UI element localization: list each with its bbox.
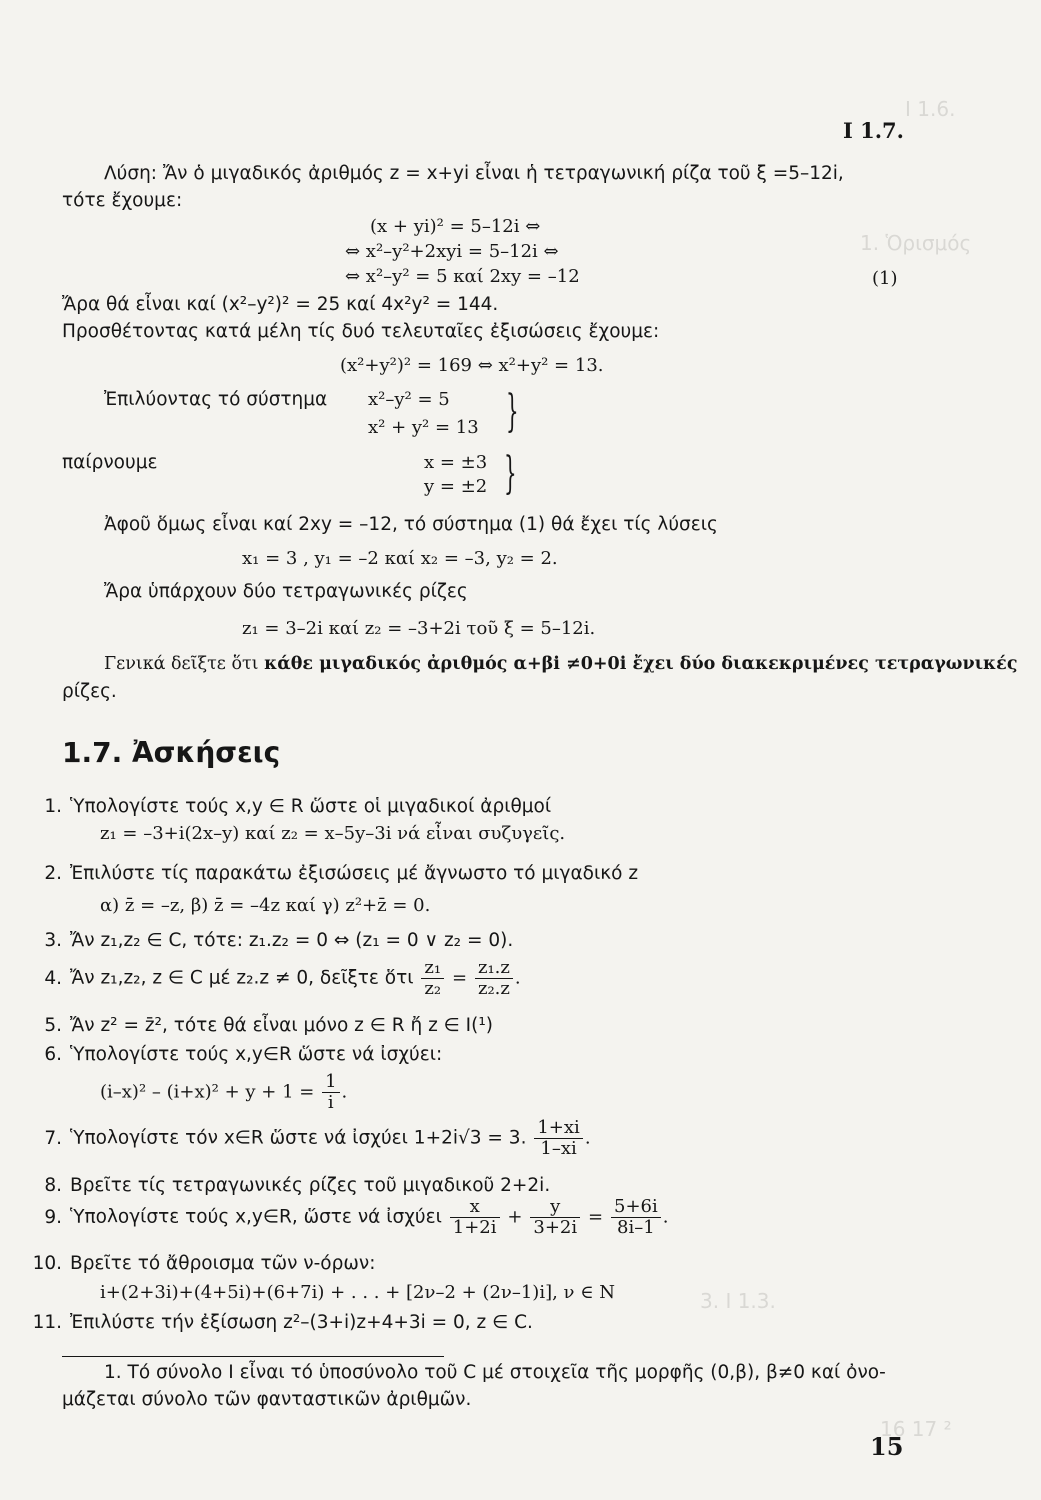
adding-line: Προσθέτοντας κατά μέλη τίς δυό τελευταῖες ἐξισώσεις ἔχουμε: xyxy=(62,321,660,342)
exercise-text: Βρεῖτε τό ἄθροισμα τῶν ν-όρων: xyxy=(70,1253,376,1274)
solution-intro-line2: τότε ἔχουμε: xyxy=(62,190,183,211)
exercise-9: 9. Ὑπολογίστε τούς x,y∈R, ὥστε νά ἰσχύει $\frac{x}{1+2i}$ + $\frac{y}{3+2i}$ = $\frac{5+6i}{8i-1}$ . xyxy=(32,1197,669,1238)
exercise-number: 2. xyxy=(44,863,62,884)
exercise-number: 3. xyxy=(44,930,62,951)
exercise-3 xyxy=(32,930,513,952)
exercise-number: 9. xyxy=(44,1206,62,1228)
exercise-text: Ἄν z₁,z₂, z ∈ C μέ z₂.z ≠ 0, δεῖξτε ὅτι xyxy=(70,967,414,989)
exercise-text: Ἄν z₁,z₂ ∈ C, τότε: z₁.z₂ = 0 ⇔ (z₁ = 0 ∨ z₂ = 0). xyxy=(70,930,514,951)
general-statement-bold: κάθε μιγαδικός ἀριθμός α+βi ≠0+0i ἔχει δύο διακεκριμένες τετραγωνικές xyxy=(264,654,1018,674)
equation-2: ⇔ x²–y²+2xyi = 5–12i ⇔ xyxy=(345,241,559,262)
general-statement xyxy=(104,653,1017,675)
fraction: $\frac{1}{i}$ xyxy=(322,1072,339,1113)
exercise-6-line2: (i–x)² – (i+x)² + y + 1 = $\frac{1}{i}$ . xyxy=(100,1071,348,1113)
page-number: 15 xyxy=(870,1432,904,1461)
exercise-4: 4. Ἄν z₁,z₂, z ∈ C μέ z₂.z ≠ 0, δεῖξτε ὅτι $\frac{\text{z₁}}{\text{z₂}}$ = $\frac{\text{z₁.z}}{\text{z₂.z}}$ . xyxy=(32,958,521,999)
fraction: $\frac{5+6i}{8i-1}$ xyxy=(611,1197,661,1238)
exercise-6 xyxy=(32,1044,442,1066)
fraction: $\frac{1+xi}{1-xi}$ xyxy=(534,1118,582,1159)
exercise-text: Ἄν z² = z̄², τότε θά εἶναι μόνο z ∈ R ἤ z ∈ I(¹) xyxy=(70,1015,493,1036)
bleed-through-text: 1. Ὁρισμός xyxy=(860,231,972,255)
solutions-line: x₁ = 3 , y₁ = –2 καί x₂ = –3, y₂ = 2. xyxy=(242,548,558,569)
fraction: $\frac{\text{z₁.z}}{\text{z₂.z}}$ xyxy=(475,958,513,999)
roots-line: z₁ = 3–2i καί z₂ = –3+2i τοῦ ξ = 5–12i. xyxy=(242,618,596,639)
exercise-6-equation: (i–x)² – (i+x)² + y + 1 = xyxy=(100,1081,315,1103)
equation-tag-1: (1) xyxy=(872,268,898,289)
exercise-text: Ὑπολογίστε τούς x,y ∈ R ὥστε οἱ μιγαδικοί ἀριθμοί xyxy=(70,796,552,817)
solution-label: Λύση: xyxy=(104,163,158,184)
equation-4: (x²+y²)² = 169 ⇔ x²+y² = 13. xyxy=(340,355,604,376)
solving-system-label: Ἐπιλύοντας τό σύστημα xyxy=(104,389,328,410)
existence-line: Ἄρα ὑπάρχουν δύο τετραγωνικές ρίζες xyxy=(104,581,468,602)
exercise-8 xyxy=(32,1175,550,1197)
exercise-2-line2: α) z̄ = –z, β) z̄ = –4z καί γ) z²+z̄ = 0. xyxy=(100,895,431,916)
since-line: Ἀφοῦ ὅμως εἶναι καί 2xy = –12, τό σύστημα (1) θά ἔχει τίς λύσεις xyxy=(104,514,718,535)
exercise-text: Ὑπολογίστε τούς x,y∈R, ὥστε νά ἰσχύει xyxy=(70,1206,442,1228)
exercise-number: 4. xyxy=(44,967,62,989)
fraction: $\frac{\text{z₁}}{\text{z₂}}$ xyxy=(421,958,444,999)
exercise-1-line2: z₁ = –3+i(2x–y) καί z₂ = x–5y–3i νά εἶναι συζυγεῖς. xyxy=(100,823,566,844)
exercise-10 xyxy=(32,1253,375,1275)
exercise-5 xyxy=(32,1015,493,1037)
exercise-text: Ὑπολογίστε τούς x,y∈R ὥστε νά ἰσχύει: xyxy=(70,1044,443,1065)
bleed-through-text: 3. I 1.3. xyxy=(700,1289,776,1313)
system-1-row-1: x²–y² = 5 xyxy=(368,389,450,410)
taking-label: παίρνουμε xyxy=(62,452,158,473)
section-reference: I 1.7. xyxy=(843,118,904,143)
exercise-number: 6. xyxy=(44,1044,62,1065)
exercise-2 xyxy=(32,863,638,885)
solution-intro xyxy=(104,163,844,185)
general-statement-prefix: Γενικά δεῖξτε ὅτι xyxy=(104,654,259,674)
exercise-text: Βρεῖτε τίς τετραγωνικές ρίζες τοῦ μιγαδικοῦ 2+2i. xyxy=(70,1175,551,1196)
equation-3: ⇔ x²–y² = 5 καί 2xy = –12 xyxy=(345,266,580,287)
therefore-line: Ἄρα θά εἶναι καί (x²–y²)² = 25 καί 4x²y² = 144. xyxy=(62,294,499,315)
exercise-number: 10. xyxy=(32,1253,62,1274)
system-2-row-1: x = ±3 xyxy=(424,452,488,473)
exercise-number: 8. xyxy=(44,1175,62,1196)
exercise-text: Ἐπιλύστε τίς παρακάτω ἐξισώσεις μέ ἄγνωστο τό μιγαδικό z xyxy=(70,863,639,884)
general-statement-line2: ρίζες. xyxy=(62,681,117,702)
exercise-number: 7. xyxy=(44,1127,62,1149)
right-brace-icon: } xyxy=(504,448,517,499)
bleed-through-text: 16 17 ² xyxy=(880,1417,952,1441)
exercise-10-line2: i+(2+3i)+(4+5i)+(6+7i) + . . . + [2ν–2 + (2ν–1)i], ν ∈ N xyxy=(100,1282,615,1303)
exercise-number: 5. xyxy=(44,1015,62,1036)
footnote-divider xyxy=(62,1356,444,1357)
exercise-text: Ὑπολογίστε τόν x∈R ὥστε νά ἰσχύει 1+2i√3 = 3. xyxy=(70,1127,527,1149)
system-1-row-2: x² + y² = 13 xyxy=(368,417,479,438)
exercise-7: 7. Ὑπολογίστε τόν x∈R ὥστε νά ἰσχύει 1+2i√3 = 3. $\frac{1+xi}{1-xi}$ . xyxy=(32,1118,591,1159)
fraction: $\frac{x}{1+2i}$ xyxy=(450,1197,500,1238)
solution-intro-text: Ἄν ὁ μιγαδικός ἀριθμός z = x+yi εἶναι ἡ τετραγωνική ρίζα τοῦ ξ =5–12i, xyxy=(162,163,844,184)
equation-1: (x + yi)² = 5–12i ⇔ xyxy=(370,216,541,237)
exercise-11 xyxy=(32,1312,533,1334)
exercises-heading: 1.7. Ἀσκήσεις xyxy=(62,736,281,769)
exercise-text: Ἐπιλύστε τήν ἐξίσωση z²–(3+i)z+4+3i = 0, z ∈ C. xyxy=(70,1312,533,1333)
system-2-row-2: y = ±2 xyxy=(424,476,488,497)
exercise-number: 1. xyxy=(44,796,62,817)
footnote-line-1: 1. Τό σύνολο I εἶναι τό ὑποσύνολο τοῦ C μέ στοιχεῖα τῆς μορφῆς (0,β), β≠0 καί ὀνο- xyxy=(104,1362,886,1383)
right-brace-icon: } xyxy=(506,386,519,437)
fraction: $\frac{y}{3+2i}$ xyxy=(530,1197,580,1238)
footnote-line-2: μάζεται σύνολο τῶν φανταστικῶν ἀριθμῶν. xyxy=(62,1389,472,1410)
exercise-number: 11. xyxy=(32,1312,62,1333)
bleed-through-text: I 1.6. xyxy=(905,97,956,121)
exercise-1 xyxy=(32,796,551,818)
